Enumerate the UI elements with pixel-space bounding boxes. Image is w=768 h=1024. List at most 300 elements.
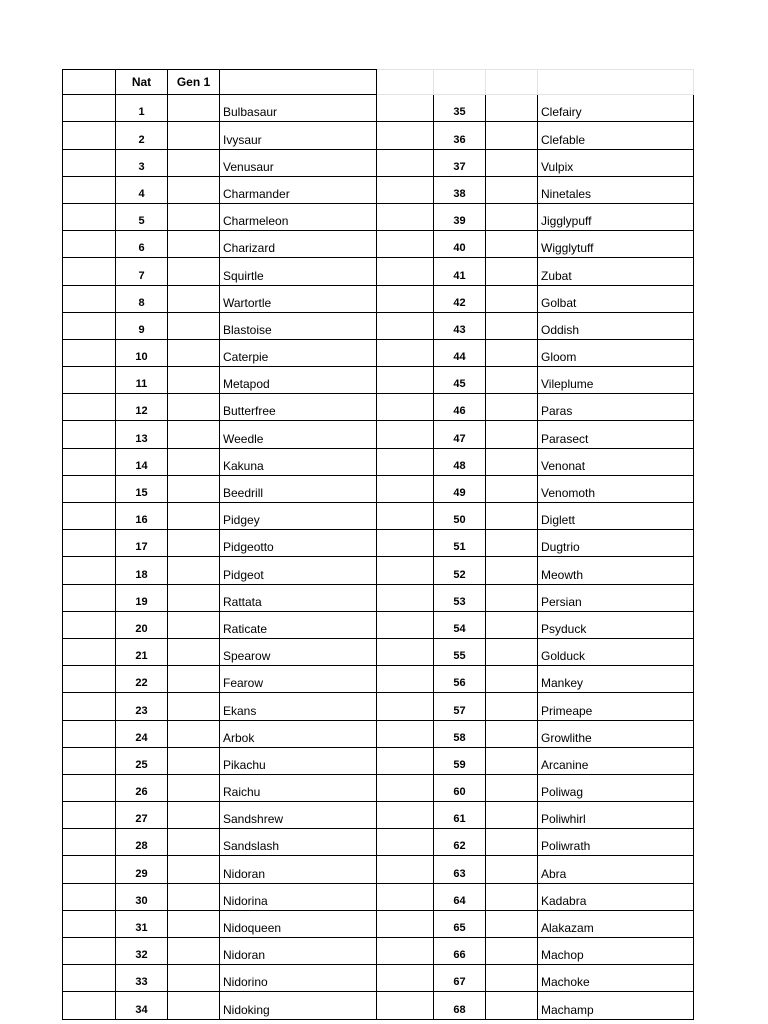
right-blank-cell <box>377 856 434 883</box>
right-gen1-cell <box>486 638 538 665</box>
gen1-cell <box>168 503 220 530</box>
table-row <box>63 149 694 176</box>
table-row <box>63 611 694 638</box>
right-blank-cell <box>377 503 434 530</box>
gen1-cell <box>168 122 220 149</box>
nat-number: 18 <box>116 557 168 584</box>
gen1-cell <box>168 611 220 638</box>
right-gen1-cell <box>486 611 538 638</box>
right-gen1-cell <box>486 258 538 285</box>
right-pokemon-name: Dugtrio <box>538 530 694 557</box>
right-pokemon-name: Paras <box>538 394 694 421</box>
blank-cell <box>63 747 116 774</box>
right-blank-cell <box>377 203 434 230</box>
pokemon-name: Metapod <box>220 367 377 394</box>
header-right-gen-cell <box>486 70 538 95</box>
gen1-cell <box>168 638 220 665</box>
right-blank-cell <box>377 367 434 394</box>
right-blank-cell <box>377 638 434 665</box>
right-gen1-cell <box>486 203 538 230</box>
blank-cell <box>63 149 116 176</box>
blank-cell <box>63 856 116 883</box>
right-pokemon-name: Abra <box>538 856 694 883</box>
right-nat-number: 51 <box>434 530 486 557</box>
blank-cell <box>63 965 116 992</box>
right-gen1-cell <box>486 475 538 502</box>
right-nat-number: 60 <box>434 774 486 801</box>
gen1-cell <box>168 910 220 937</box>
right-nat-number: 38 <box>434 176 486 203</box>
table-row <box>63 530 694 557</box>
nat-number: 15 <box>116 475 168 502</box>
blank-cell <box>63 802 116 829</box>
blank-cell <box>63 367 116 394</box>
table-row <box>63 856 694 883</box>
right-nat-number: 68 <box>434 992 486 1019</box>
nat-number: 9 <box>116 312 168 339</box>
blank-cell <box>63 339 116 366</box>
blank-cell <box>63 557 116 584</box>
table-row <box>63 122 694 149</box>
pokemon-name: Blastoise <box>220 312 377 339</box>
blank-cell <box>63 176 116 203</box>
right-pokemon-name: Poliwrath <box>538 829 694 856</box>
pokemon-name: Nidorino <box>220 965 377 992</box>
table-row <box>63 421 694 448</box>
nat-number: 11 <box>116 367 168 394</box>
gen1-cell <box>168 856 220 883</box>
table-row <box>63 258 694 285</box>
right-blank-cell <box>377 394 434 421</box>
nat-number: 20 <box>116 611 168 638</box>
right-pokemon-name: Primeape <box>538 693 694 720</box>
header-blank-cell <box>63 70 116 95</box>
right-nat-number: 43 <box>434 312 486 339</box>
right-blank-cell <box>377 339 434 366</box>
gen1-cell <box>168 285 220 312</box>
blank-cell <box>63 666 116 693</box>
right-nat-number: 36 <box>434 122 486 149</box>
pokemon-name: Rattata <box>220 584 377 611</box>
nat-number: 7 <box>116 258 168 285</box>
right-nat-number: 40 <box>434 231 486 258</box>
right-pokemon-name: Clefairy <box>538 95 694 122</box>
right-nat-number: 48 <box>434 448 486 475</box>
table-row <box>63 503 694 530</box>
right-pokemon-name: Golduck <box>538 638 694 665</box>
pokemon-name: Raticate <box>220 611 377 638</box>
pokemon-name: Raichu <box>220 774 377 801</box>
right-blank-cell <box>377 530 434 557</box>
nat-number: 32 <box>116 938 168 965</box>
nat-number: 30 <box>116 883 168 910</box>
gen1-cell <box>168 883 220 910</box>
pokemon-name: Pikachu <box>220 747 377 774</box>
right-gen1-cell <box>486 666 538 693</box>
pokemon-name: Charizard <box>220 231 377 258</box>
right-nat-number: 50 <box>434 503 486 530</box>
nat-number: 23 <box>116 693 168 720</box>
right-pokemon-name: Wigglytuff <box>538 231 694 258</box>
right-gen1-cell <box>486 367 538 394</box>
gen1-cell <box>168 829 220 856</box>
right-gen1-cell <box>486 503 538 530</box>
pokemon-name: Wartortle <box>220 285 377 312</box>
right-pokemon-name: Poliwag <box>538 774 694 801</box>
nat-number: 4 <box>116 176 168 203</box>
right-pokemon-name: Arcanine <box>538 747 694 774</box>
gen1-cell <box>168 312 220 339</box>
right-nat-number: 58 <box>434 720 486 747</box>
right-gen1-cell <box>486 910 538 937</box>
right-blank-cell <box>377 285 434 312</box>
right-gen1-cell <box>486 992 538 1019</box>
blank-cell <box>63 584 116 611</box>
nat-number: 10 <box>116 339 168 366</box>
table-row <box>63 584 694 611</box>
right-nat-number: 66 <box>434 938 486 965</box>
gen1-cell <box>168 530 220 557</box>
header-row <box>63 70 694 95</box>
gen1-cell <box>168 203 220 230</box>
pokemon-name: Charmander <box>220 176 377 203</box>
right-gen1-cell <box>486 394 538 421</box>
nat-number: 5 <box>116 203 168 230</box>
right-nat-number: 35 <box>434 95 486 122</box>
pokemon-name: Squirtle <box>220 258 377 285</box>
right-blank-cell <box>377 149 434 176</box>
gen1-cell <box>168 258 220 285</box>
table-body <box>63 70 694 1020</box>
blank-cell <box>63 312 116 339</box>
right-pokemon-name: Psyduck <box>538 611 694 638</box>
right-blank-cell <box>377 965 434 992</box>
table-row <box>63 475 694 502</box>
right-pokemon-name: Clefable <box>538 122 694 149</box>
right-blank-cell <box>377 584 434 611</box>
pokemon-name: Nidoqueen <box>220 910 377 937</box>
right-blank-cell <box>377 448 434 475</box>
right-nat-number: 49 <box>434 475 486 502</box>
table-row <box>63 965 694 992</box>
right-pokemon-name: Vileplume <box>538 367 694 394</box>
right-gen1-cell <box>486 312 538 339</box>
right-blank-cell <box>377 747 434 774</box>
right-pokemon-name: Parasect <box>538 421 694 448</box>
pokemon-name: Nidoran <box>220 938 377 965</box>
gen1-cell <box>168 992 220 1019</box>
right-nat-number: 41 <box>434 258 486 285</box>
gen1-cell <box>168 938 220 965</box>
nat-number: 19 <box>116 584 168 611</box>
header-name-cell <box>220 70 377 95</box>
right-gen1-cell <box>486 747 538 774</box>
blank-cell <box>63 258 116 285</box>
right-gen1-cell <box>486 339 538 366</box>
table-row <box>63 938 694 965</box>
gen1-cell <box>168 176 220 203</box>
blank-cell <box>63 475 116 502</box>
right-pokemon-name: Persian <box>538 584 694 611</box>
gen1-cell <box>168 584 220 611</box>
nat-number: 22 <box>116 666 168 693</box>
gen1-cell <box>168 475 220 502</box>
nat-number: 1 <box>116 95 168 122</box>
gen1-cell <box>168 394 220 421</box>
blank-cell <box>63 203 116 230</box>
blank-cell <box>63 503 116 530</box>
right-nat-number: 46 <box>434 394 486 421</box>
nat-number: 29 <box>116 856 168 883</box>
nat-number: 28 <box>116 829 168 856</box>
header-right-name-cell <box>538 70 694 95</box>
right-blank-cell <box>377 312 434 339</box>
right-nat-number: 55 <box>434 638 486 665</box>
table-row <box>63 693 694 720</box>
nat-number: 2 <box>116 122 168 149</box>
pokemon-name: Weedle <box>220 421 377 448</box>
right-pokemon-name: Oddish <box>538 312 694 339</box>
pokemon-name: Pidgeot <box>220 557 377 584</box>
right-gen1-cell <box>486 802 538 829</box>
nat-number: 21 <box>116 638 168 665</box>
pokemon-name: Nidoran <box>220 856 377 883</box>
right-blank-cell <box>377 802 434 829</box>
blank-cell <box>63 421 116 448</box>
header-nat: Nat <box>116 70 168 95</box>
nat-number: 14 <box>116 448 168 475</box>
pokemon-name: Sandshrew <box>220 802 377 829</box>
pokemon-name: Charmeleon <box>220 203 377 230</box>
blank-cell <box>63 394 116 421</box>
right-gen1-cell <box>486 965 538 992</box>
gen1-cell <box>168 339 220 366</box>
right-blank-cell <box>377 258 434 285</box>
nat-number: 6 <box>116 231 168 258</box>
right-blank-cell <box>377 557 434 584</box>
pokemon-name: Beedrill <box>220 475 377 502</box>
blank-cell <box>63 720 116 747</box>
blank-cell <box>63 774 116 801</box>
blank-cell <box>63 883 116 910</box>
gen1-cell <box>168 448 220 475</box>
right-gen1-cell <box>486 149 538 176</box>
right-blank-cell <box>377 938 434 965</box>
blank-cell <box>63 122 116 149</box>
blank-cell <box>63 448 116 475</box>
right-gen1-cell <box>486 176 538 203</box>
blank-cell <box>63 231 116 258</box>
table-row <box>63 95 694 122</box>
right-pokemon-name: Machop <box>538 938 694 965</box>
right-blank-cell <box>377 231 434 258</box>
table-row <box>63 203 694 230</box>
pokemon-name: Arbok <box>220 720 377 747</box>
right-pokemon-name: Golbat <box>538 285 694 312</box>
blank-cell <box>63 938 116 965</box>
right-nat-number: 53 <box>434 584 486 611</box>
right-gen1-cell <box>486 883 538 910</box>
pokemon-name: Pidgeotto <box>220 530 377 557</box>
right-blank-cell <box>377 176 434 203</box>
right-nat-number: 42 <box>434 285 486 312</box>
right-nat-number: 44 <box>434 339 486 366</box>
right-nat-number: 65 <box>434 910 486 937</box>
nat-number: 16 <box>116 503 168 530</box>
pokedex-table <box>62 69 694 1020</box>
right-gen1-cell <box>486 584 538 611</box>
right-gen1-cell <box>486 720 538 747</box>
right-pokemon-name: Machamp <box>538 992 694 1019</box>
right-pokemon-name: Zubat <box>538 258 694 285</box>
right-blank-cell <box>377 666 434 693</box>
table-row <box>63 448 694 475</box>
blank-cell <box>63 992 116 1019</box>
right-gen1-cell <box>486 693 538 720</box>
blank-cell <box>63 829 116 856</box>
blank-cell <box>63 910 116 937</box>
gen1-cell <box>168 149 220 176</box>
table-row <box>63 176 694 203</box>
pokemon-name: Nidorina <box>220 883 377 910</box>
gen1-cell <box>168 421 220 448</box>
nat-number: 31 <box>116 910 168 937</box>
right-nat-number: 57 <box>434 693 486 720</box>
right-blank-cell <box>377 910 434 937</box>
right-nat-number: 47 <box>434 421 486 448</box>
right-pokemon-name: Diglett <box>538 503 694 530</box>
right-nat-number: 45 <box>434 367 486 394</box>
header-right-num-cell <box>434 70 486 95</box>
gen1-cell <box>168 774 220 801</box>
right-nat-number: 52 <box>434 557 486 584</box>
gen1-cell <box>168 95 220 122</box>
right-pokemon-name: Meowth <box>538 557 694 584</box>
right-gen1-cell <box>486 530 538 557</box>
table-row <box>63 747 694 774</box>
gen1-cell <box>168 747 220 774</box>
pokemon-name: Caterpie <box>220 339 377 366</box>
right-gen1-cell <box>486 938 538 965</box>
pokemon-name: Ivysaur <box>220 122 377 149</box>
right-gen1-cell <box>486 774 538 801</box>
pokemon-name: Fearow <box>220 666 377 693</box>
pokemon-name: Bulbasaur <box>220 95 377 122</box>
table-row <box>63 666 694 693</box>
right-pokemon-name: Kadabra <box>538 883 694 910</box>
table-row <box>63 992 694 1019</box>
table-row <box>63 557 694 584</box>
right-pokemon-name: Venomoth <box>538 475 694 502</box>
table-row <box>63 367 694 394</box>
table-row <box>63 285 694 312</box>
right-gen1-cell <box>486 122 538 149</box>
pokemon-name: Kakuna <box>220 448 377 475</box>
pokemon-name: Nidoking <box>220 992 377 1019</box>
right-pokemon-name: Alakazam <box>538 910 694 937</box>
right-blank-cell <box>377 122 434 149</box>
gen1-cell <box>168 557 220 584</box>
gen1-cell <box>168 367 220 394</box>
nat-number: 26 <box>116 774 168 801</box>
right-blank-cell <box>377 829 434 856</box>
right-blank-cell <box>377 883 434 910</box>
gen1-cell <box>168 666 220 693</box>
nat-number: 13 <box>116 421 168 448</box>
pokemon-name: Spearow <box>220 638 377 665</box>
right-pokemon-name: Vulpix <box>538 149 694 176</box>
right-pokemon-name: Mankey <box>538 666 694 693</box>
blank-cell <box>63 530 116 557</box>
right-nat-number: 63 <box>434 856 486 883</box>
right-gen1-cell <box>486 448 538 475</box>
right-nat-number: 64 <box>434 883 486 910</box>
right-nat-number: 67 <box>434 965 486 992</box>
right-blank-cell <box>377 475 434 502</box>
right-blank-cell <box>377 693 434 720</box>
table-row <box>63 883 694 910</box>
right-gen1-cell <box>486 421 538 448</box>
table-row <box>63 774 694 801</box>
nat-number: 24 <box>116 720 168 747</box>
gen1-cell <box>168 231 220 258</box>
right-pokemon-name: Poliwhirl <box>538 802 694 829</box>
right-pokemon-name: Machoke <box>538 965 694 992</box>
table-row <box>63 231 694 258</box>
blank-cell <box>63 285 116 312</box>
table-row <box>63 829 694 856</box>
right-gen1-cell <box>486 285 538 312</box>
right-nat-number: 62 <box>434 829 486 856</box>
right-blank-cell <box>377 421 434 448</box>
right-pokemon-name: Growlithe <box>538 720 694 747</box>
right-gen1-cell <box>486 829 538 856</box>
blank-cell <box>63 95 116 122</box>
right-blank-cell <box>377 611 434 638</box>
header-gen1: Gen 1 <box>168 70 220 95</box>
right-gen1-cell <box>486 856 538 883</box>
right-blank-cell <box>377 992 434 1019</box>
nat-number: 34 <box>116 992 168 1019</box>
blank-cell <box>63 638 116 665</box>
gen1-cell <box>168 802 220 829</box>
table-row <box>63 394 694 421</box>
table-row <box>63 339 694 366</box>
pokemon-name: Venusaur <box>220 149 377 176</box>
right-blank-cell <box>377 720 434 747</box>
right-pokemon-name: Gloom <box>538 339 694 366</box>
right-nat-number: 37 <box>434 149 486 176</box>
right-gen1-cell <box>486 557 538 584</box>
right-blank-cell <box>377 774 434 801</box>
right-nat-number: 61 <box>434 802 486 829</box>
table-row <box>63 802 694 829</box>
nat-number: 25 <box>116 747 168 774</box>
right-pokemon-name: Venonat <box>538 448 694 475</box>
nat-number: 33 <box>116 965 168 992</box>
gen1-cell <box>168 693 220 720</box>
table-row <box>63 312 694 339</box>
gen1-cell <box>168 965 220 992</box>
table-row <box>63 910 694 937</box>
right-gen1-cell <box>486 231 538 258</box>
pokemon-name: Pidgey <box>220 503 377 530</box>
right-nat-number: 54 <box>434 611 486 638</box>
right-nat-number: 56 <box>434 666 486 693</box>
nat-number: 17 <box>116 530 168 557</box>
blank-cell <box>63 611 116 638</box>
right-gen1-cell <box>486 95 538 122</box>
